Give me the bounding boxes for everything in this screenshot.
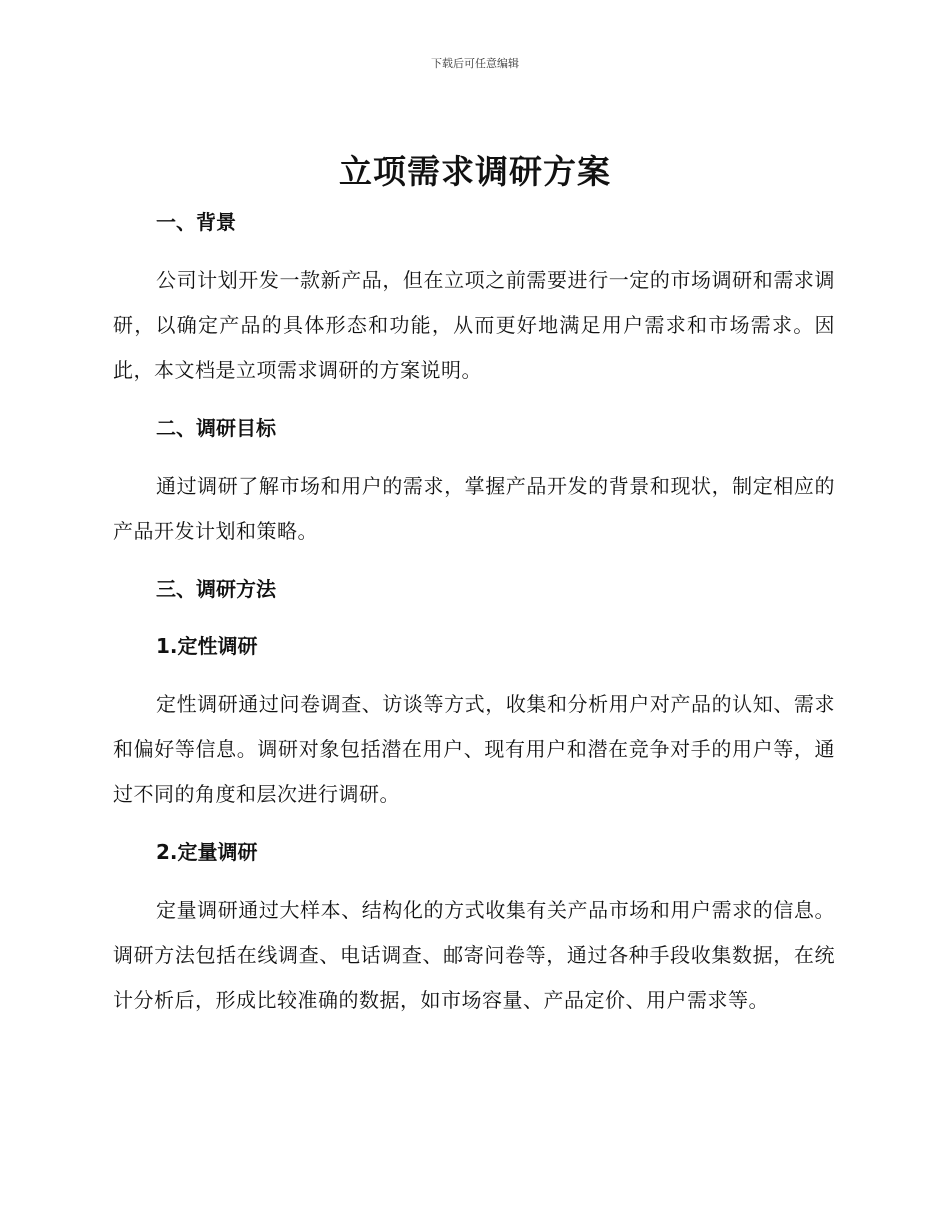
section-heading-goals: 二、调研目标	[156, 416, 276, 440]
paragraph-quantitative: 定量调研通过大样本、结构化的方式收集有关产品市场和用户需求的信息。调研方法包括在线调查、电话调查、邮寄问卷等，通过各种手段收集数据，在统计分析后，形成比较准确的数据，如市场容量、产品定价、用户需求等。	[113, 898, 835, 1012]
header-note: 下载后可任意编辑	[431, 57, 519, 70]
page-title: 立项需求调研方案	[339, 152, 611, 191]
paragraph-qualitative: 定性调研通过问卷调查、访谈等方式，收集和分析用户对产品的认知、需求和偏好等信息。调研对象包括潜在用户、现有用户和潜在竞争对手的用户等，通过不同的角度和层次进行调研。	[113, 692, 835, 806]
section-heading-background: 一、背景	[156, 210, 236, 234]
paragraph-background: 公司计划开发一款新产品，但在立项之前需要进行一定的市场调研和需求调研，以确定产品的具体形态和功能，从而更好地满足用户需求和市场需求。因此，本文档是立项需求调研的方案说明。	[113, 268, 835, 382]
section-heading-quantitative: 2.定量调研	[156, 840, 258, 864]
section-heading-methods: 三、调研方法	[156, 577, 276, 601]
section-heading-qualitative: 1.定性调研	[156, 634, 258, 658]
document-body	[113, 200, 835, 1023]
paragraph-goals: 通过调研了解市场和用户的需求，掌握产品开发的背景和现状，制定相应的产品开发计划和策略。	[113, 474, 835, 543]
